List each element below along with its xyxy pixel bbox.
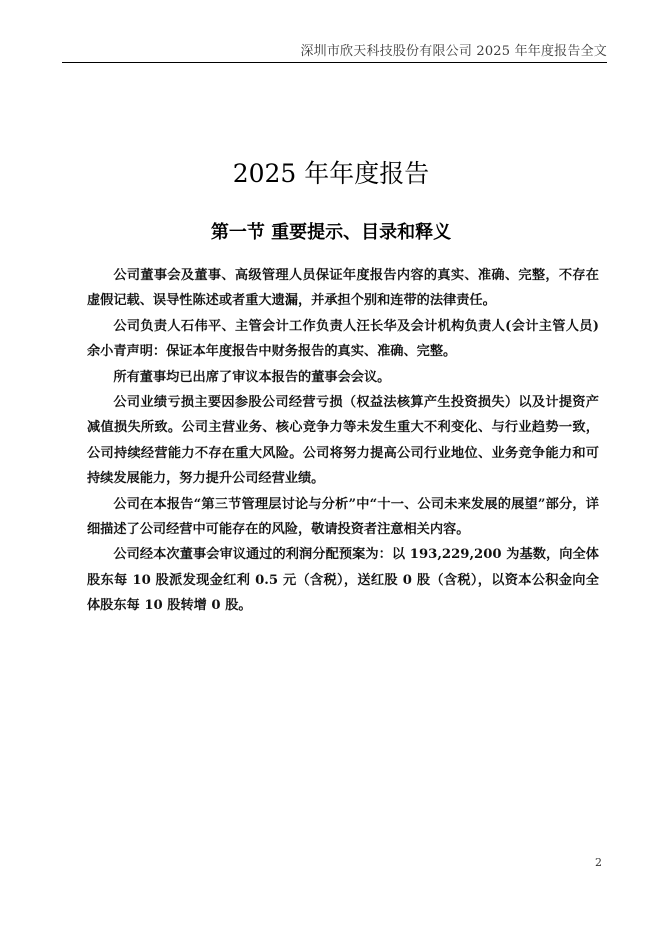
running-header: 深圳市欣天科技股份有限公司 2025 年年度报告全文: [300, 44, 607, 59]
notice-body: [87, 263, 599, 619]
paragraph-performance-loss: 公司业绩亏损主要因参股公司经营亏损（权益法核算产生投资损失）以及计提资产减值损失所致。公司主营业务、核心竞争力等未发生重大不利变化、与行业趋势一致，公司持续经营能力不存在重大风险。公司将努力提高公司行业地位、业务竞争能力和可持续发展能力，努力提升公司经营业绩。: [87, 395, 599, 487]
paragraph-responsible-persons: 公司负责人石伟平、主管会计工作负责人汪长华及会计机构负责人(会计主管人员)余小青声明：保证本年度报告中财务报告的真实、准确、完整。: [87, 318, 599, 360]
page-number: 2: [595, 856, 602, 869]
document-title: 2025 年年度报告: [232, 159, 430, 188]
paragraph-risk-reference: 公司在本报告“第三节管理层讨论与分析”中“十一、公司未来发展的展望”部分，详细描述了公司经营中可能存在的风险，敬请投资者注意相关内容。: [87, 496, 599, 538]
paragraph-director-guarantee: 公司董事会及董事、高级管理人员保证年度报告内容的真实、准确、完整，不存在虚假记载、误导性陈述或者重大遗漏，并承担个别和连带的法律责任。: [87, 268, 599, 309]
paragraph-profit-distribution: 公司经本次董事会审议通过的利润分配预案为：以 193,229,200 为基数，向全体股东每 10 股派发现金红利 0.5 元（含税），送红股 0 股（含税），以资本公积金向全体股东每 10 股转增 0 股。: [87, 547, 599, 614]
header-divider: [62, 62, 607, 63]
section-heading: 第一节 重要提示、目录和释义: [210, 222, 452, 243]
paragraph-board-attendance: 所有董事均已出席了审议本报告的董事会会议。: [113, 369, 391, 385]
